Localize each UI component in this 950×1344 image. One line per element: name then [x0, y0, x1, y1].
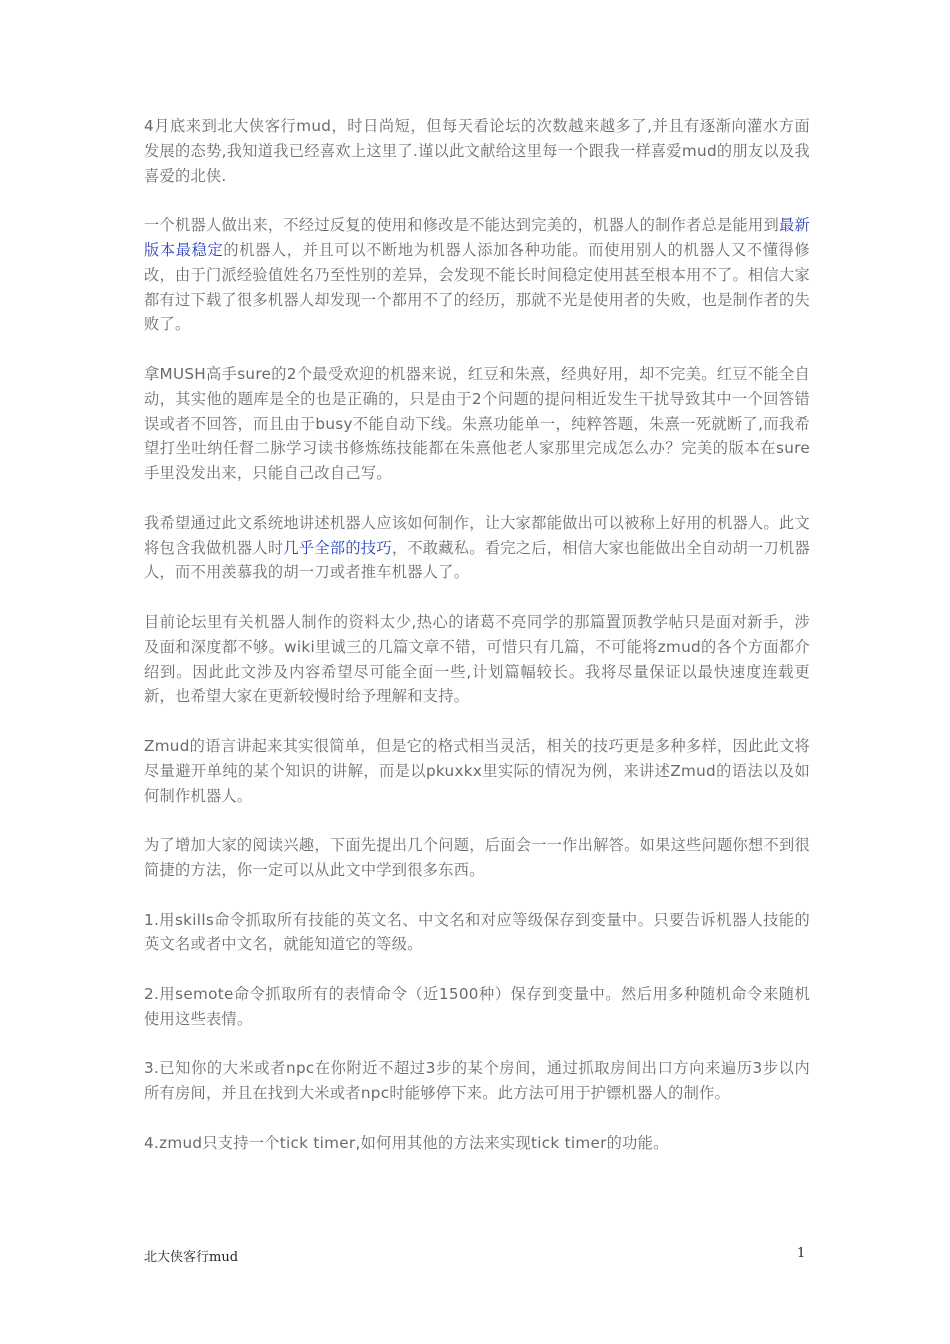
paragraph [144, 362, 810, 486]
paragraph-text: 一个机器人做出来，不经过反复的使用和修改是不能达到完美的，机器人的制作者总是能用到 [144, 216, 780, 235]
paragraph-text: 拿MUSH高手sure的2个最受欢迎的机器来说，红豆和朱熹，经典好用，却不完美。红豆不能全自动，其实他的题库是全的也是正确的，只是由于2个问题的提问相近发生干扰导致其中一个回答错误或者不回答，而且由于busy不能自动下线。朱熹功能单一，纯粹答题，朱熹一死就断了,而我希望打坐吐纳任督二脉学习读书修炼练技能都在朱熹他老人家那里完成怎么办？完美的版本在sure手里没发出来，只能自己改自己写。 [144, 364, 810, 483]
paragraph-text: 1.用skills命令抓取所有技能的英文名、中文名和对应等级保存到变量中。只要告诉机器人技能的英文名或者中文名，就能知道它的等级。 [144, 910, 810, 954]
paragraph [144, 833, 810, 883]
paragraph [144, 734, 810, 808]
paragraph [144, 610, 810, 709]
page-number: 1 [797, 1246, 806, 1261]
paragraph-text: Zmud的语言讲起来其实很简单，但是它的格式相当灵活，相关的技巧更是多种多样，因此此文将尽量避开单纯的某个知识的讲解，而是以pkuxkx里实际的情况为例，来讲述Zmud的语法以及如何制作机器人。 [144, 736, 810, 805]
paragraph [144, 1131, 810, 1156]
paragraph [144, 511, 810, 585]
paragraph-text: 4.zmud只支持一个tick timer,如何用其他的方法来实现tick timer的功能。 [144, 1133, 669, 1152]
paragraph-text: 4月底来到北大侠客行mud，时日尚短，但每天看论坛的次数越来越多了,并且有逐渐向灌水方面发展的态势,我知道我已经喜欢上这里了.谨以此文献给这里每一个跟我一样喜爱mud的朋友以及我喜爱的北侠. [144, 117, 810, 185]
paragraph-text: 为了增加大家的阅读兴趣，下面先提出几个问题，后面会一一作出解答。如果这些问题你想不到很简捷的方法，你一定可以从此文中学到很多东西。 [144, 836, 810, 879]
highlighted-phrase: 几乎全部的技巧 [283, 538, 392, 557]
paragraph-text: 3.已知你的大米或者npc在你附近不超过3步的某个房间，通过抓取房间出口方向来遍历3步以内所有房间，并且在找到大米或者npc时能够停下来。此方法可用于护镖机器人的制作。 [144, 1059, 810, 1103]
article-body [144, 114, 810, 1180]
paragraph-text: ，不敢藏私。看完之后，相信大家也能做出全自动胡一刀机器人，而不用羡慕我的胡一刀或者推车机器人了。 [144, 538, 811, 582]
footer-title: 北大侠客行mud [144, 1250, 239, 1265]
paragraph [144, 982, 810, 1032]
paragraph-text: 的机器人，并且可以不断地为机器人添加各种功能。而使用别人的机器人又不懂得修改，由于门派经验值姓名乃至性别的差异，会发现不能长时间稳定使用甚至根本用不了。相信大家都有过下载了很多机器人却发现一个都用不了的经历，那就不光是使用者的失败，也是制作者的失败了。 [144, 240, 811, 334]
paragraph [144, 213, 810, 337]
highlighted-phrase: 最新版本最稳定 [144, 216, 810, 259]
paragraph [144, 908, 810, 958]
paragraph [144, 1056, 810, 1106]
paragraph [144, 114, 810, 188]
paragraph-text: 我希望通过此文系统地讲述机器人应该如何制作，让大家都能做出可以被称上好用的机器人。此文将包含我做机器人时 [144, 513, 810, 557]
paragraph-text: 目前论坛里有关机器人制作的资料太少,热心的诸葛不亮同学的那篇置顶教学帖只是面对新手，涉及面和深度都不够。wiki里诚三的几篇文章不错，可惜只有几篇，不可能将zmud的各个方面都介绍到。因此此文涉及内容希望尽可能全面一些,计划篇幅较长。我将尽量保证以最快速度连载更新，也希望大家在更新较慢时给予理解和支持。 [144, 612, 810, 706]
paragraph-text: 2.用semote命令抓取所有的表情命令（近1500种）保存到变量中。然后用多种随机命令来随机使用这些表情。 [144, 984, 810, 1028]
